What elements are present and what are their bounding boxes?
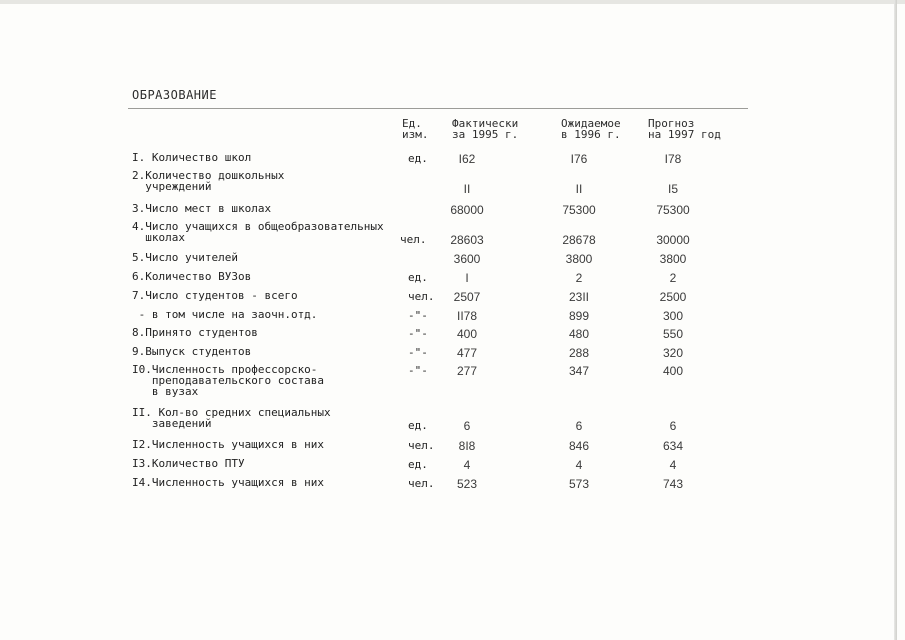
value-1995: I62 [458, 152, 476, 166]
header-unit-line2: изм. [402, 128, 429, 141]
value-1997: 30000 [656, 233, 690, 247]
value-1996: 480 [568, 327, 590, 341]
header-expected-line2: в 1996 г. [561, 128, 621, 141]
header-unit [402, 118, 429, 140]
value-1996: 347 [568, 364, 590, 378]
row-unit: -"- [408, 346, 428, 359]
table-row [0, 407, 905, 431]
value-1997: 6 [669, 419, 677, 433]
value-1995: 4 [463, 458, 471, 472]
row-unit: ед. [408, 152, 428, 165]
value-1996: 2 [575, 271, 583, 285]
row-label: II. Кол-во средних специальных заведений [132, 406, 331, 430]
value-1997: 400 [662, 364, 684, 378]
row-label: I2.Численность учащихся в них [132, 438, 325, 451]
header-forecast-line2: на 1997 год [648, 128, 721, 141]
header-expected [561, 118, 621, 140]
row-label: 3.Число мест в школах [132, 202, 272, 215]
value-1996: II [575, 182, 583, 196]
value-1996: 28678 [562, 233, 596, 247]
header-actual [452, 118, 518, 140]
header-forecast-line1: Прогноз [648, 117, 695, 130]
value-1996: 899 [568, 309, 590, 323]
row-label: 7.Число студентов - всего [132, 289, 298, 302]
value-1995: 68000 [450, 203, 484, 217]
value-1995: II [463, 182, 471, 196]
value-1995: 523 [456, 477, 478, 491]
value-1995: 6 [463, 419, 471, 433]
value-1997: 2500 [659, 290, 687, 304]
row-label: I3.Количество ПТУ [132, 457, 245, 470]
header-actual-line2: за 1995 г. [452, 128, 519, 141]
row-label: I0.Численность профессорско- преподавательского состава в вузах [132, 363, 325, 398]
row-label: 5.Число учителей [132, 251, 238, 264]
page-top-edge [0, 0, 905, 4]
value-1997: 4 [669, 458, 677, 472]
value-1996: 288 [568, 346, 590, 360]
value-1997: 300 [662, 309, 684, 323]
value-1996: I76 [570, 152, 588, 166]
table-row [0, 363, 905, 398]
row-unit: -"- [408, 364, 428, 377]
row-unit: чел. [408, 439, 435, 452]
row-unit: чел. [400, 233, 427, 246]
row-label: I. Количество школ [132, 151, 252, 164]
value-1996: 4 [575, 458, 583, 472]
header-actual-line1: Фактически [452, 117, 519, 130]
header-expected-line1: Ожидаемое [561, 117, 621, 130]
row-unit: -"- [408, 327, 428, 340]
value-1995: I [465, 271, 469, 285]
value-1997: I78 [664, 152, 682, 166]
value-1996: 6 [575, 419, 583, 433]
value-1997: 3800 [659, 252, 687, 266]
value-1997: 550 [662, 327, 684, 341]
row-label: I4.Численность учащихся в них [132, 476, 325, 489]
table-row [0, 221, 905, 245]
value-1996: 23II [568, 290, 589, 304]
value-1996: 3800 [565, 252, 593, 266]
header-rule [128, 108, 748, 109]
row-label: 4.Число учащихся в общеобразовательных школах [132, 220, 384, 244]
row-unit: -"- [408, 309, 428, 322]
value-1996: 573 [568, 477, 590, 491]
value-1997: 634 [662, 439, 684, 453]
value-1995: 477 [456, 346, 478, 360]
value-1996: 75300 [562, 203, 596, 217]
value-1996: 846 [568, 439, 590, 453]
table-row [0, 477, 905, 501]
table-row [0, 170, 905, 194]
header-forecast [648, 118, 721, 140]
value-1995: 277 [456, 364, 478, 378]
row-unit: ед. [408, 419, 428, 432]
row-unit: чел. [408, 477, 435, 490]
value-1997: I5 [667, 182, 678, 196]
value-1995: 2507 [453, 290, 481, 304]
value-1995: 3600 [453, 252, 481, 266]
row-label: 9.Выпуск студентов [132, 345, 252, 358]
value-1997: 75300 [656, 203, 690, 217]
value-1997: 2 [669, 271, 677, 285]
value-1997: 320 [662, 346, 684, 360]
row-unit: ед. [408, 271, 428, 284]
value-1995: 400 [456, 327, 478, 341]
row-label: - в том числе на заочн.отд. [132, 308, 318, 321]
value-1995: 28603 [450, 233, 484, 247]
row-label: 6.Количество ВУЗов [132, 270, 252, 283]
row-unit: ед. [408, 458, 428, 471]
value-1995: 8I8 [458, 439, 476, 453]
document-title: ОБРАЗОВАНИЕ [132, 88, 217, 102]
header-unit-line1: Ед. [402, 117, 422, 130]
value-1995: II78 [456, 309, 477, 323]
value-1997: 743 [662, 477, 684, 491]
row-label: 8.Принято студентов [132, 326, 258, 339]
row-label: 2.Количество дошкольных учреждений [132, 169, 285, 193]
row-unit: чел. [408, 290, 435, 303]
